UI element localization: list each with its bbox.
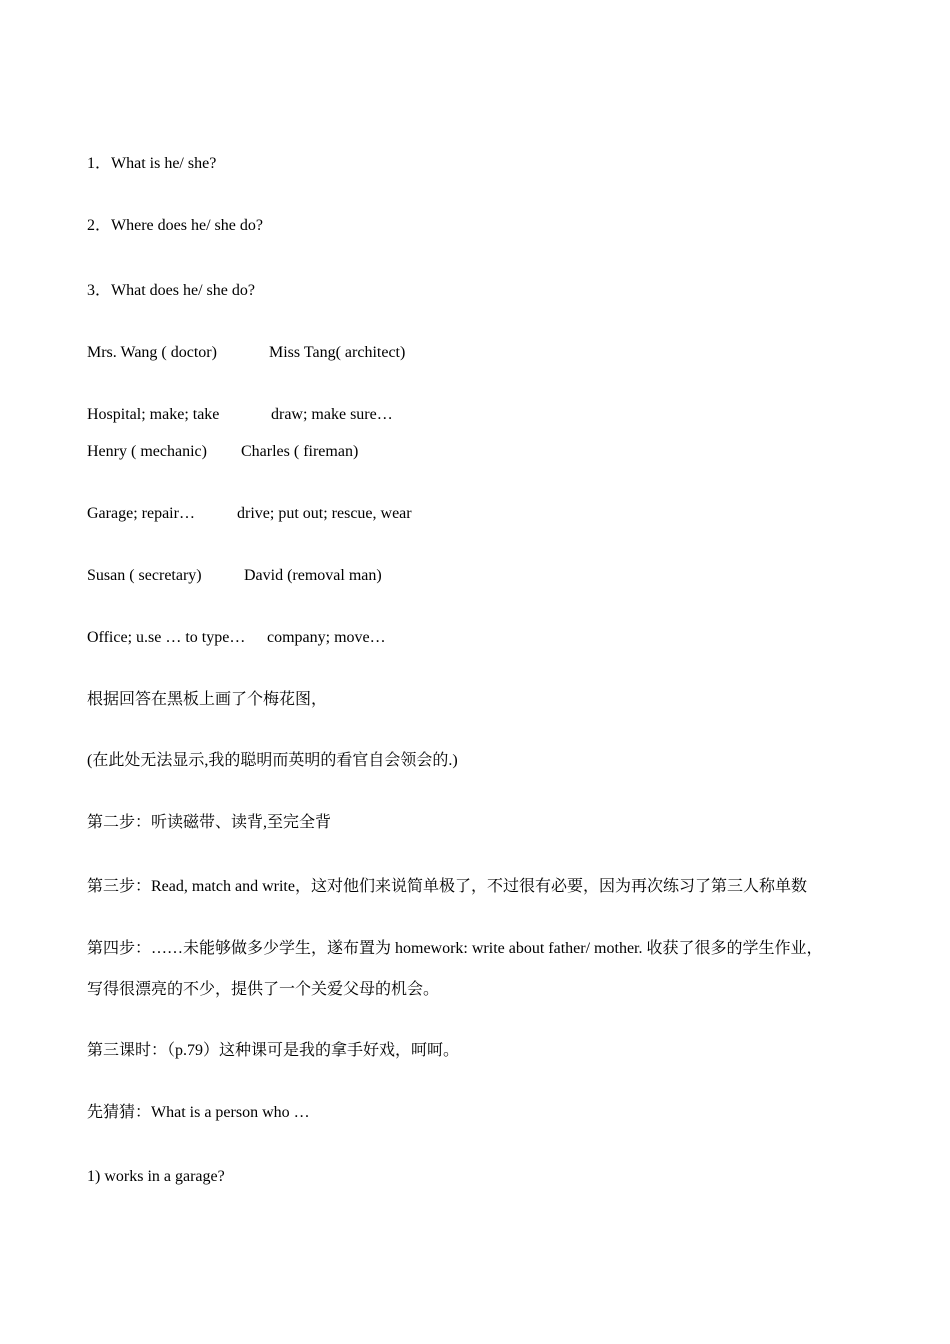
paragraph-guess: 先猜猜：What is a person who … — [87, 1104, 310, 1121]
paragraph-plum-diagram: 根据回答在黑板上画了个梅花图， — [87, 691, 328, 708]
paragraph-step-3: 第三步：Read, match and write，这对他们来说简单极了，不过很有必要，因为再次练习了第三人称单数 — [87, 878, 807, 895]
pair-2-right: draw; make sure… — [271, 406, 393, 423]
pair-5-left: Susan ( secretary) — [87, 567, 202, 584]
paragraph-step-2: 第二步：听读磁带、读背,至完全背 — [87, 814, 332, 831]
pair-6-left: Office; u.se … to type… — [87, 629, 246, 646]
question-3: 3．What does he/ she do? — [87, 282, 255, 299]
paragraph-step-4-cont: 写得很漂亮的不少，提供了一个关爱父母的机会。 — [87, 981, 440, 998]
paragraph-note: (在此处无法显示,我的聪明而英明的看官自会领会的.) — [87, 752, 458, 769]
pair-3-right: Charles ( fireman) — [241, 443, 359, 460]
pair-6-right: company; move… — [267, 629, 386, 646]
question-2: 2．Where does he/ she do? — [87, 217, 263, 234]
pair-1-left: Mrs. Wang ( doctor) — [87, 344, 217, 361]
paragraph-question-garage: 1) works in a garage? — [87, 1168, 225, 1185]
pair-5-right: David (removal man) — [244, 567, 382, 584]
pair-4-left: Garage; repair… — [87, 505, 195, 522]
pair-2-left: Hospital; make; take — [87, 406, 220, 423]
paragraph-lesson-3: 第三课时：（p.79）这种课可是我的拿手好戏，呵呵。 — [87, 1042, 460, 1059]
pair-4-right: drive; put out; rescue, wear — [237, 505, 412, 522]
pair-3-left: Henry ( mechanic) — [87, 443, 207, 460]
paragraph-step-4: 第四步：……未能够做多少学生，遂布置为 homework: write about father/ mother. 收获了很多的学生作业， — [87, 940, 823, 957]
question-1: 1．What is he/ she? — [87, 155, 217, 172]
pair-1-right: Miss Tang( architect) — [269, 344, 406, 361]
